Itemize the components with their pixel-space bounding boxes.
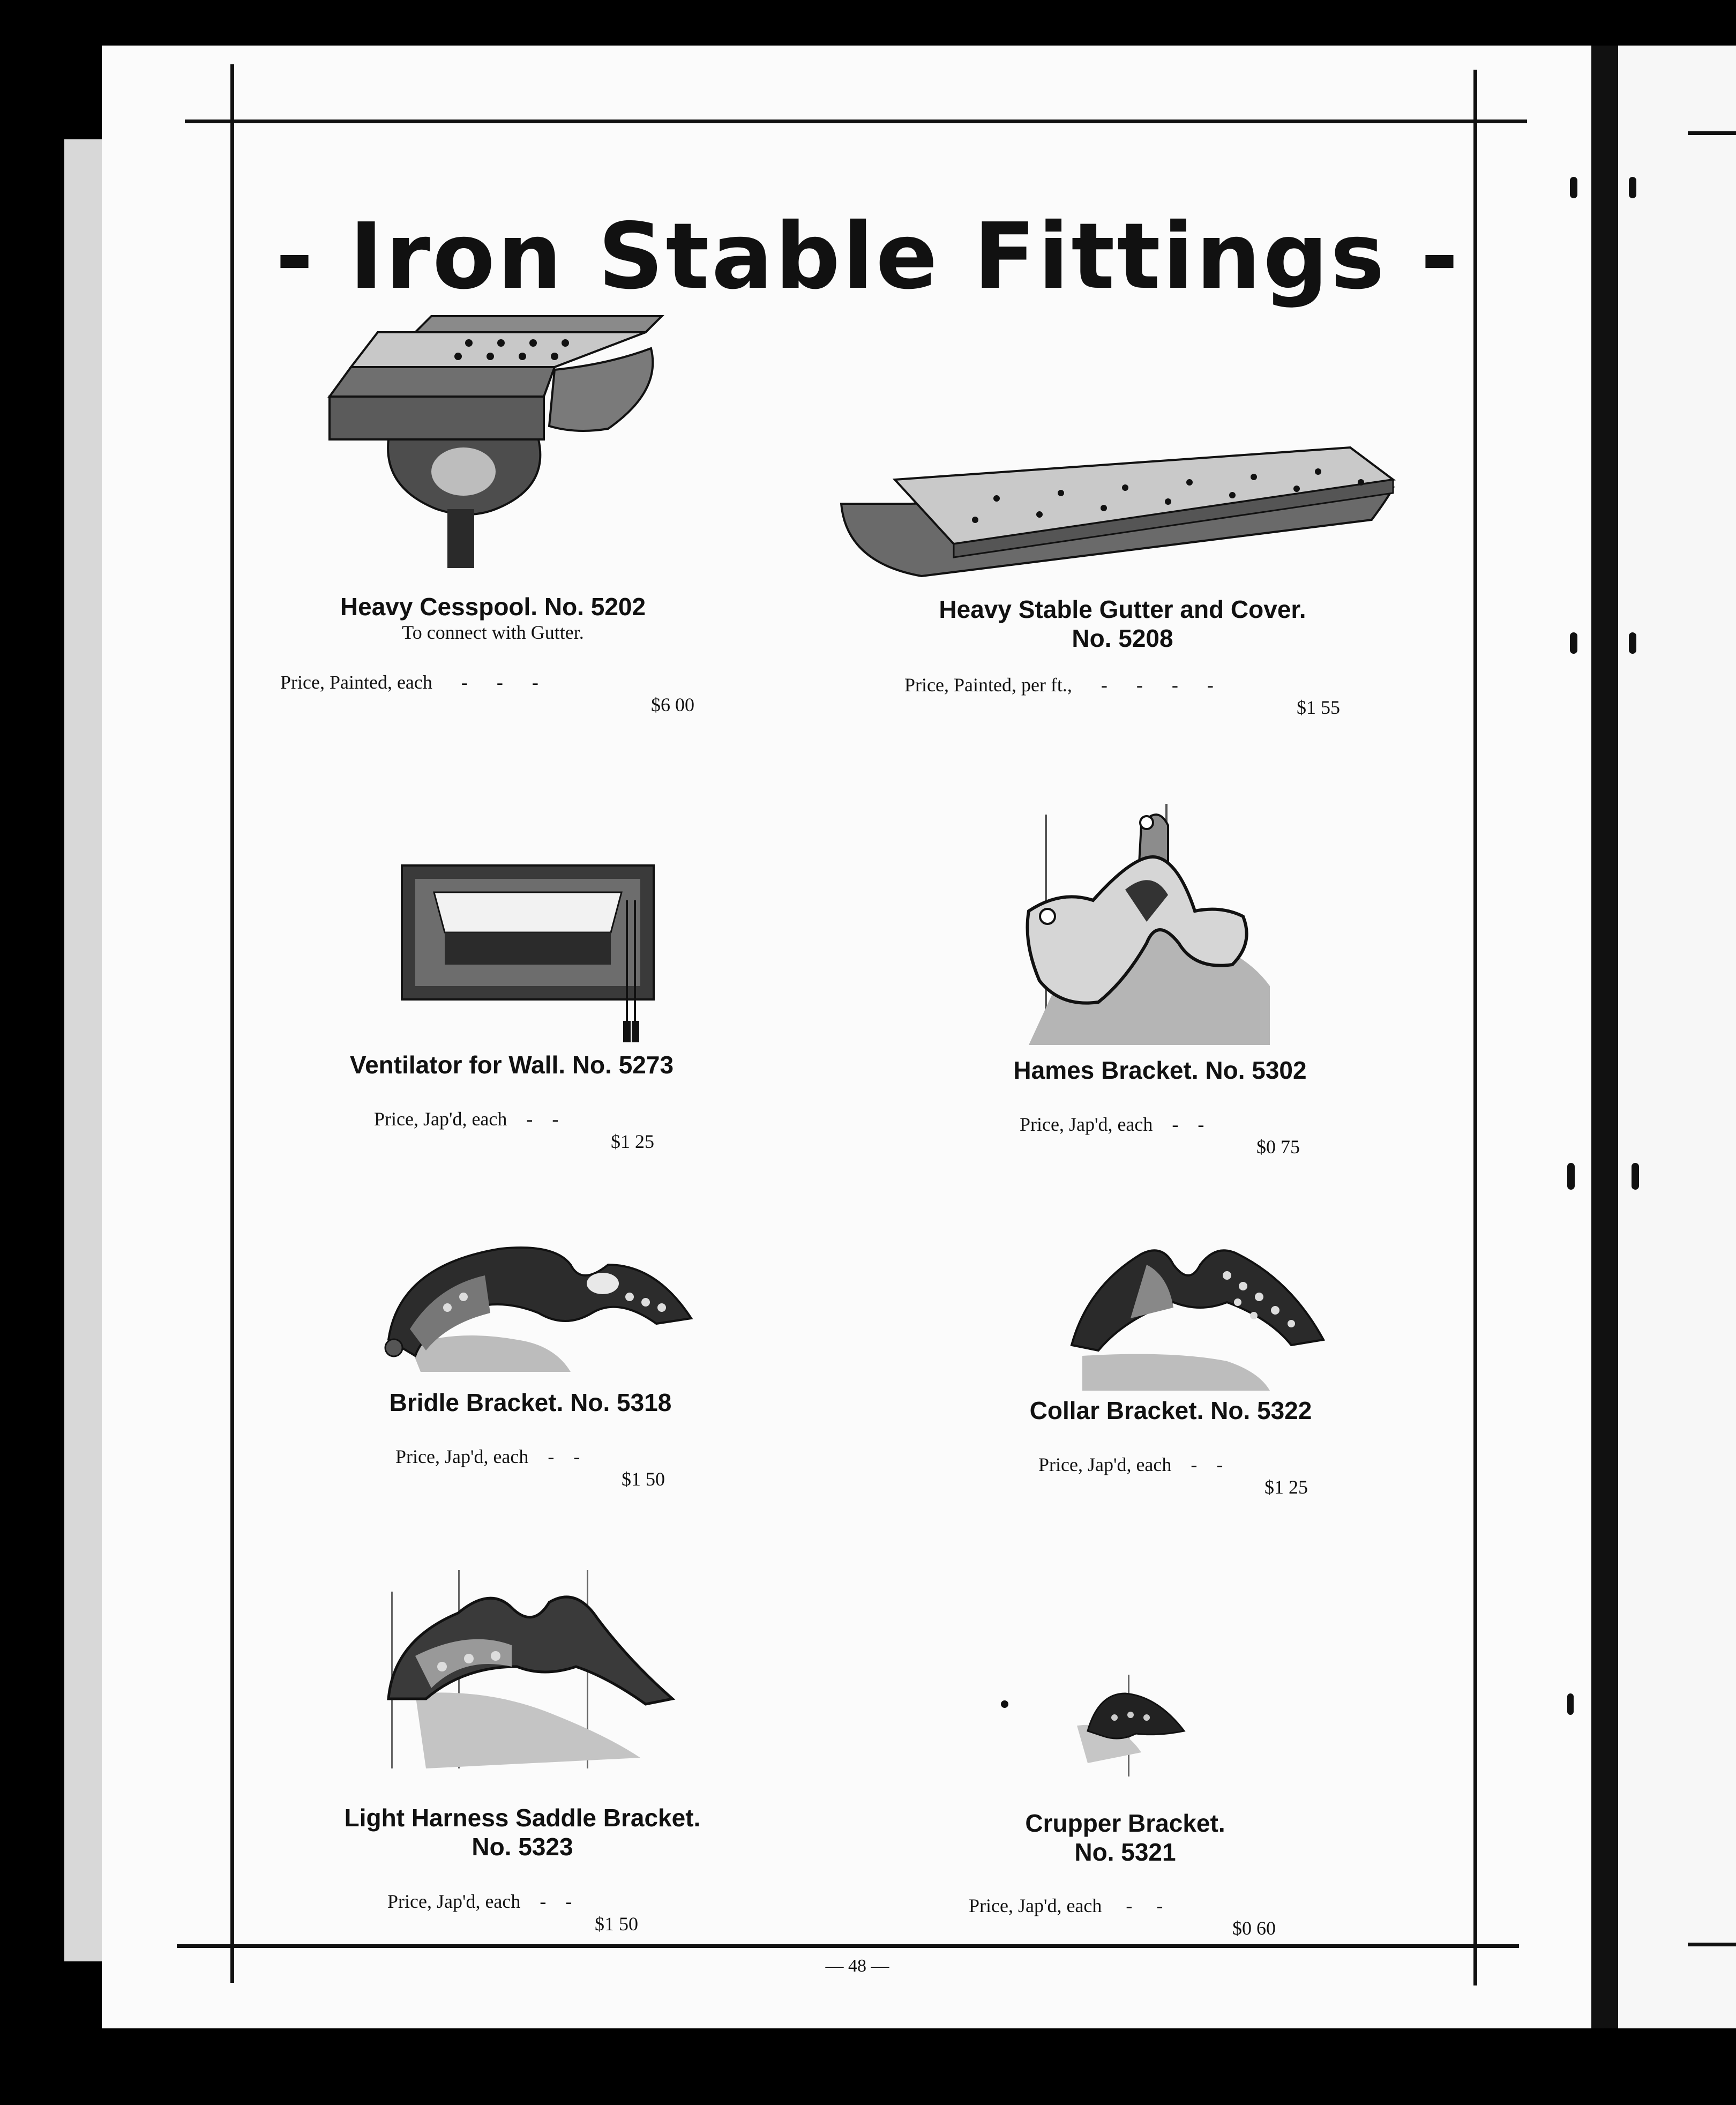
top-rule <box>185 120 1527 123</box>
collar-bracket-illustration <box>1066 1233 1334 1393</box>
right-rule <box>1473 70 1477 1985</box>
item-number: No. 5321 <box>1074 1838 1176 1866</box>
item-name: Collar Bracket. No. 5322 <box>1029 1397 1312 1424</box>
item-caption <box>279 592 707 644</box>
item-name: Heavy Stable Gutter and Cover. <box>939 595 1306 623</box>
price-value: $1 50 <box>622 1468 665 1490</box>
item-caption <box>911 1809 1340 1867</box>
binding-mark <box>1570 632 1577 654</box>
item-price-row <box>271 648 710 716</box>
binding-mark <box>1629 632 1636 654</box>
item-caption <box>284 1050 739 1079</box>
crupper-bracket-illustration <box>997 1672 1200 1779</box>
price-label: Price, Jap'd, each - - <box>1038 1454 1223 1475</box>
price-value: $6 00 <box>651 694 694 715</box>
item-number: No. 5208 <box>1072 624 1173 652</box>
item-note: To connect with Gutter. <box>402 622 584 643</box>
item-price-row <box>386 1423 707 1490</box>
price-label: Price, Painted, each - - - <box>280 671 538 693</box>
item-price-row <box>378 1868 699 1935</box>
item-name: Bridle Bracket. No. 5318 <box>389 1389 672 1416</box>
bridle-bracket-illustration <box>378 1233 694 1383</box>
bottom-rule <box>177 1944 1519 1948</box>
item-name: Crupper Bracket. <box>1025 1809 1225 1837</box>
cesspool-illustration <box>308 311 672 589</box>
price-value: $1 55 <box>1297 697 1340 718</box>
saddle-bracket-illustration <box>383 1565 683 1779</box>
binding-gutter <box>1591 46 1618 2028</box>
page-number: — 48 — <box>825 1956 889 1976</box>
price-value: $1 50 <box>595 1913 638 1935</box>
item-name: Light Harness Saddle Bracket. <box>344 1804 701 1832</box>
item-price-row <box>364 1085 686 1153</box>
page-title: - Iron Stable Fittings - <box>275 204 1461 310</box>
left-rule <box>230 64 234 1983</box>
binding-mark <box>1570 177 1577 198</box>
item-caption <box>868 595 1377 653</box>
item-caption <box>311 1388 750 1417</box>
page-edge-shadow <box>64 139 102 1961</box>
price-value: $0 75 <box>1256 1136 1300 1158</box>
gutter-illustration <box>836 439 1398 584</box>
item-name: Heavy Cesspool. No. 5202 <box>340 593 646 621</box>
item-number: No. 5323 <box>472 1833 573 1861</box>
adjacent-page-edge <box>1618 46 1736 2028</box>
price-label: Price, Painted, per ft., - - - - <box>904 674 1214 696</box>
price-value: $1 25 <box>1264 1476 1308 1498</box>
item-caption <box>295 1803 750 1861</box>
adjacent-top-rule <box>1688 131 1736 135</box>
price-label: Price, Jap'd, each - - <box>374 1108 559 1130</box>
item-name: Hames Bracket. No. 5302 <box>1013 1056 1307 1084</box>
adjacent-bottom-rule <box>1688 1943 1736 1946</box>
item-price-row <box>1029 1431 1350 1498</box>
price-label: Price, Jap'd, each - - <box>387 1891 572 1912</box>
item-price-row <box>1010 1091 1331 1158</box>
item-name: Ventilator for Wall. No. 5273 <box>349 1051 674 1079</box>
item-price-row <box>959 1872 1313 1939</box>
binding-mark <box>1567 1693 1574 1715</box>
item-price-row <box>895 651 1356 719</box>
hames-bracket-illustration <box>1018 804 1318 1056</box>
price-label: Price, Jap'd, each - - <box>395 1446 580 1467</box>
binding-mark <box>1632 1163 1639 1190</box>
price-label: Price, Jap'd, each - - <box>1020 1114 1204 1135</box>
item-caption <box>943 1396 1398 1425</box>
ventilator-illustration <box>399 863 656 1050</box>
binding-mark <box>1567 1163 1575 1190</box>
price-value: $0 60 <box>1232 1917 1276 1939</box>
price-value: $1 25 <box>611 1131 654 1152</box>
binding-mark <box>1629 177 1636 198</box>
item-caption <box>932 1056 1388 1085</box>
price-label: Price, Jap'd, each - - <box>969 1895 1163 1916</box>
